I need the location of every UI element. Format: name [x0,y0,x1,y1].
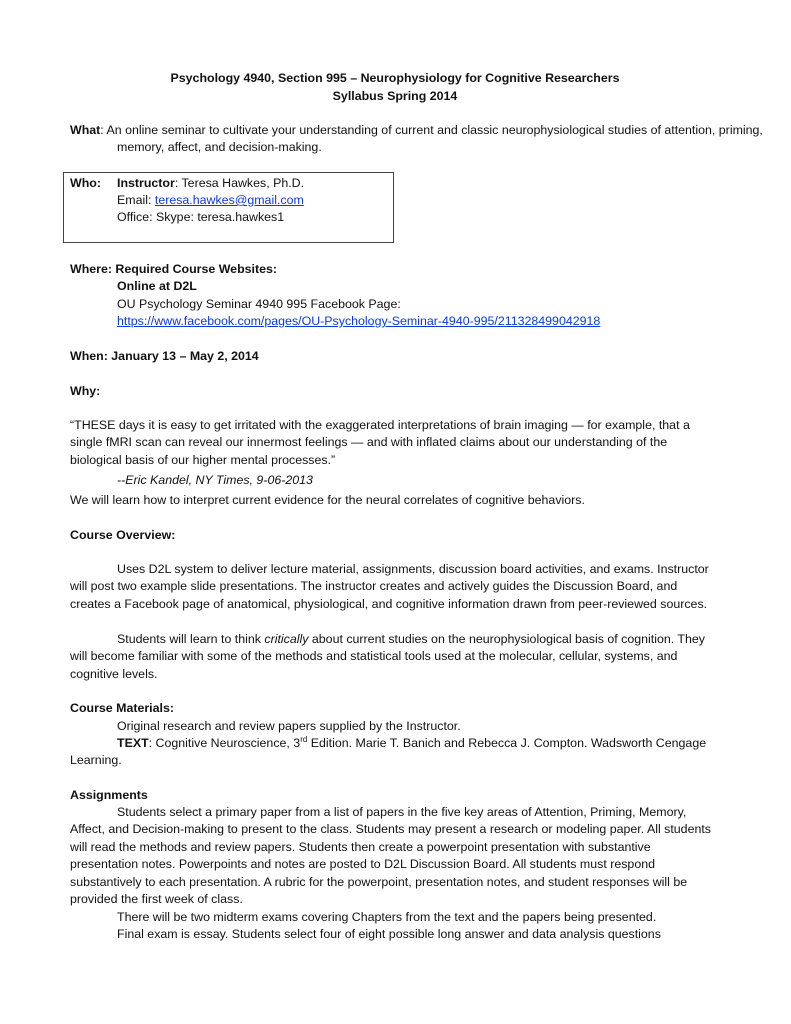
facebook-url-link[interactable]: https://www.facebook.com/pages/OU-Psychology-Seminar-4940-995/211328499042918 [117,314,601,328]
overview-para-2-emphasis: critically [264,632,309,646]
what-label: What [70,123,101,137]
who-label: Who: [70,176,101,190]
facebook-label: OU Psychology Seminar 4940 995 Facebook Page: [117,297,401,311]
overview-para-2 [70,631,720,683]
facebook-url-line [70,313,791,330]
materials-heading: Course Materials: [70,701,174,715]
assignments-para-1: Students select a primary paper from a list of papers in the five key areas of Attention, Priming, Memory, Affect, and Decision-making to present to the class. Students may present a research or modeling paper. All students will read the methods and review papers. Students then create a powerpoint presentation with substantive presentation notes. Powerpoints and notes are posted to D2L Discussion Board. All students must respond substantively to each presentation. A rubric for the powerpoint, presentation notes, and student responses will be provided the first week of class. [70,805,711,907]
assignments-heading: Assignments [70,788,148,802]
materials-line-1: Original research and review papers supplied by the Instructor. [117,719,461,733]
textbook-text-end: Edition. Marie T. Banich and Rebecca J. Compton. Wadsworth Cengage Learning. [70,736,707,768]
email-line [117,192,304,209]
when-text: When: January 13 – May 2, 2014 [70,349,259,363]
email-link[interactable]: teresa.hawkes@gmail.com [154,193,304,207]
assignments-para-3: Final exam is essay. Students select four of eight possible long answer and data analysis questions [117,927,661,941]
overview-para-2-end: about current studies on the neurophysiological basis of cognition. They will become familiar with some of the methods and statistical tools used at the molecular, cellular, systems, and cognitive levels. [70,632,705,681]
why-quote: “THESE days it is easy to get irritated with the exaggerated interpretations of brain imaging — for example, that a single fMRI scan can reveal our innermost feelings — and with inflated claims about our understanding of the biological basis of our higher mental processes.” [70,418,690,467]
instructor-label: Instructor [117,176,175,190]
overview-para-1: Uses D2L system to deliver lecture material, assignments, discussion board activities, and exams. Instructor will post two example slide presentations. The instructor creates and actively guides the Discussion Board, and creates a Facebook page of anatomical, physiological, and cognitive information drawn from peer-reviewed sources. [70,562,709,611]
materials-textbook [70,735,720,770]
document-subtitle: Syllabus Spring 2014 [332,89,458,103]
where-label: Where: Required Course Websites: [70,262,278,276]
overview-para-2-start: Students will learn to think [117,632,265,646]
instructor-line [117,175,304,192]
where-d2l: Online at D2L [117,279,197,293]
instructor-name: : Teresa Hawkes, Ph.D. [174,176,305,190]
what-text: : An online seminar to cultivate your understanding of current and classic neurophysiological studies of attention, priming, memory, affect, and decision-making. [100,123,763,155]
textbook-text-start: : Cognitive Neuroscience, 3 [148,736,301,750]
overview-heading: Course Overview: [70,528,176,542]
why-label: Why: [70,384,101,398]
email-label: Email: [117,193,155,207]
assignments-para-2: There will be two midterm exams covering Chapters from the text and the papers being presented. [117,910,657,924]
why-statement: We will learn how to interpret current evidence for the neural correlates of cognitive behaviors. [70,493,585,507]
office-line: Office: Skype: teresa.hawkes1 [117,210,285,224]
document-title: Psychology 4940, Section 995 – Neurophysiology for Cognitive Researchers [170,71,620,85]
textbook-edition-superscript: rd [300,734,308,744]
textbook-label: TEXT [117,736,149,750]
what-section [70,122,767,157]
why-attribution: --Eric Kandel, NY Times, 9-06-2013 [117,473,313,487]
